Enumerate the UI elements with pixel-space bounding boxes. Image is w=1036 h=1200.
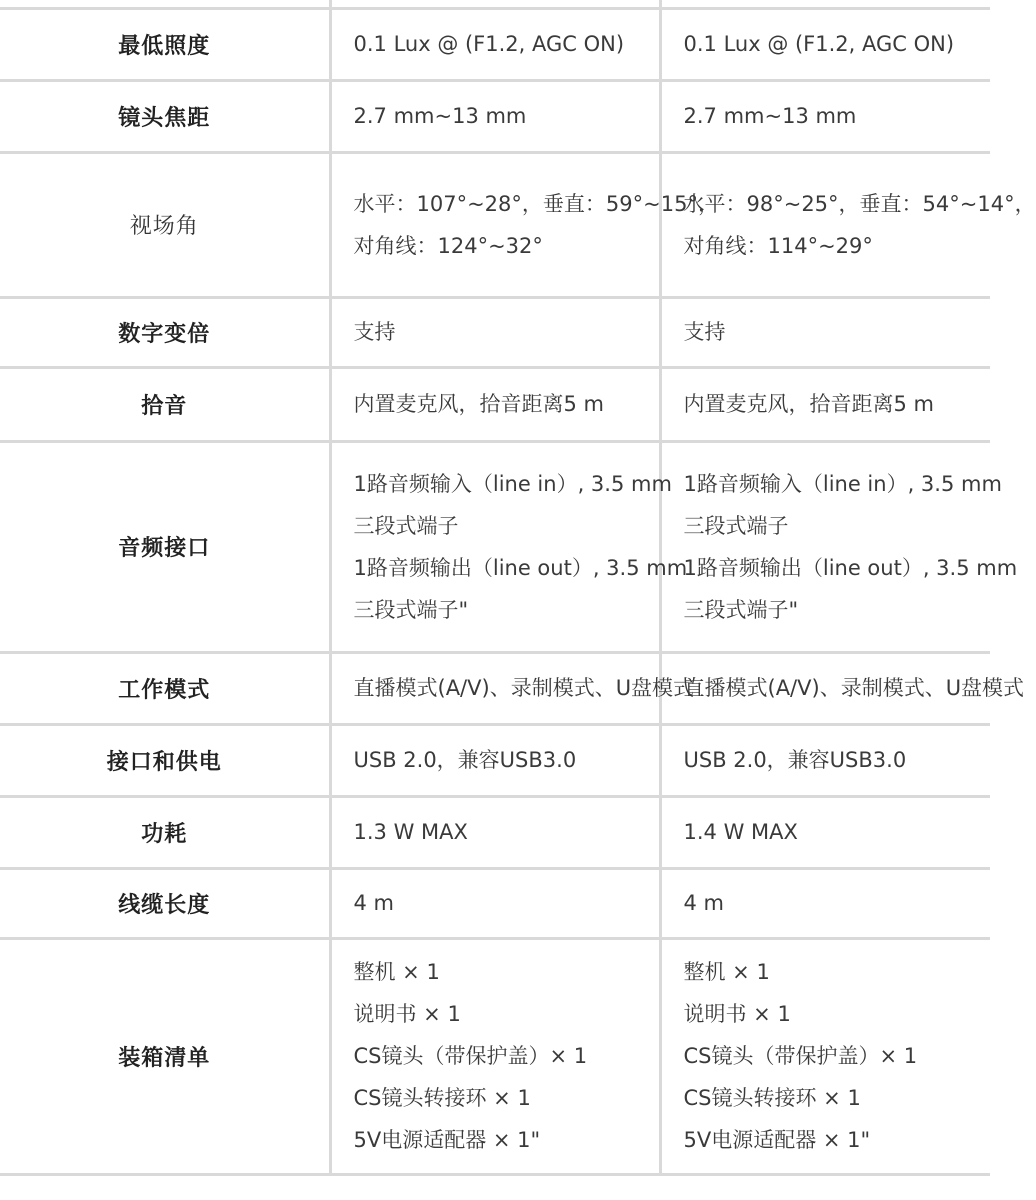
value-line: 整机 × 1 [683,960,770,984]
value-line: 三段式端子" [353,597,469,622]
value-line: 三段式端子 [683,513,789,538]
row-label: 镜头焦距 [0,80,330,152]
value-line: 5V电源适配器 × 1" [353,1128,541,1152]
value-cell-model-2 [660,796,990,868]
value-cell-model-2 [660,938,990,1174]
value-line: 支持 [353,320,396,344]
value-line: CS镜头（带保护盖）× 1 [353,1044,588,1068]
table-row-power-consumption [0,796,990,868]
table-cell-empty [0,0,330,8]
value-cell-model-2 [660,297,990,367]
row-label: 接口和供电 [0,724,330,796]
table-row-interface-power [0,724,990,796]
value-line: CS镜头转接环 × 1 [353,1086,531,1110]
table-cell-empty [330,0,660,8]
table-row-min-illumination [0,8,990,80]
value-line: 1.4 W MAX [683,820,798,844]
value-line: 支持 [683,320,726,344]
value-line: 三段式端子" [683,597,799,622]
value-line: 1路音频输出（line out）, 3.5 mm [353,555,688,580]
value-line: 4 m [683,891,724,915]
value-cell-model-1 [330,8,660,80]
value-cell-model-1 [330,652,695,724]
value-line: 说明书 × 1 [353,1002,461,1026]
row-label: 音频接口 [0,441,330,652]
value-line: 内置麦克风，拾音距离5 m [353,392,604,416]
value-cell-model-1 [330,367,660,441]
value-line: USB 2.0，兼容USB3.0 [353,748,577,772]
value-line: 三段式端子 [353,513,459,538]
table-row-work-mode [0,652,990,724]
value-line: 5V电源适配器 × 1" [683,1128,871,1152]
value-cell-model-2 [660,8,990,80]
table-row-audio-interface [0,441,990,652]
table-row-audio-pickup [0,367,990,441]
value-cell-model-1 [330,441,688,652]
value-line: 0.1 Lux @ (F1.2, AGC ON) [683,32,955,56]
value-line: CS镜头转接环 × 1 [683,1086,861,1110]
value-cell-model-1 [330,297,660,367]
row-label: 功耗 [0,796,330,868]
value-cell-model-1 [330,152,719,297]
value-line: 内置麦克风，拾音距离5 m [683,392,934,416]
value-cell-model-1 [330,868,660,938]
value-cell-model-2 [660,724,990,796]
value-cell-model-1 [330,80,660,152]
table-cell-empty [660,0,990,8]
value-line: USB 2.0，兼容USB3.0 [683,748,907,772]
table-row-top-edge [0,0,990,8]
value-cell-model-2 [660,441,1018,652]
value-line: 0.1 Lux @ (F1.2, AGC ON) [353,32,625,56]
table-row-cable-length [0,868,990,938]
value-line: 2.7 mm~13 mm [353,104,527,128]
table-row-field-of-view [0,152,990,297]
value-line: 直播模式(A/V)、录制模式、U盘模式 [353,676,695,700]
value-cell-model-2 [660,868,990,938]
value-line: 2.7 mm~13 mm [683,104,857,128]
row-label: 线缆长度 [0,868,330,938]
table-row-digital-zoom [0,297,990,367]
value-cell-model-2 [660,152,1036,297]
value-line: 说明书 × 1 [683,1002,791,1026]
row-label: 最低照度 [0,8,330,80]
table-row-focal-length [0,80,990,152]
value-line: 整机 × 1 [353,960,440,984]
value-line: 1路音频输入（line in）, 3.5 mm [353,471,672,496]
row-label: 拾音 [0,367,330,441]
value-line: 1路音频输入（line in）, 3.5 mm [683,471,1002,496]
value-line: 1.3 W MAX [353,820,468,844]
value-cell-model-1 [330,724,660,796]
value-line: 对角线：124°~32° [353,233,543,258]
value-line: 直播模式(A/V)、录制模式、U盘模式 [683,676,1025,700]
value-line: 4 m [353,891,394,915]
row-label: 工作模式 [0,652,330,724]
value-line: 水平：107°~28°，垂直：59°~15°， [353,191,719,216]
table-row-packing-list [0,938,990,1174]
value-cell-model-1 [330,938,660,1174]
row-label: 视场角 [0,152,330,297]
value-cell-model-2 [660,80,990,152]
row-label: 装箱清单 [0,938,330,1174]
row-label: 数字变倍 [0,297,330,367]
value-line: 水平：98°~25°，垂直：54°~14°， [683,191,1036,216]
value-line: CS镜头（带保护盖）× 1 [683,1044,918,1068]
value-cell-model-2 [660,652,1025,724]
value-line: 1路音频输出（line out）, 3.5 mm [683,555,1018,580]
value-cell-model-1 [330,796,660,868]
value-cell-model-2 [660,367,990,441]
value-line: 对角线：114°~29° [683,233,873,258]
